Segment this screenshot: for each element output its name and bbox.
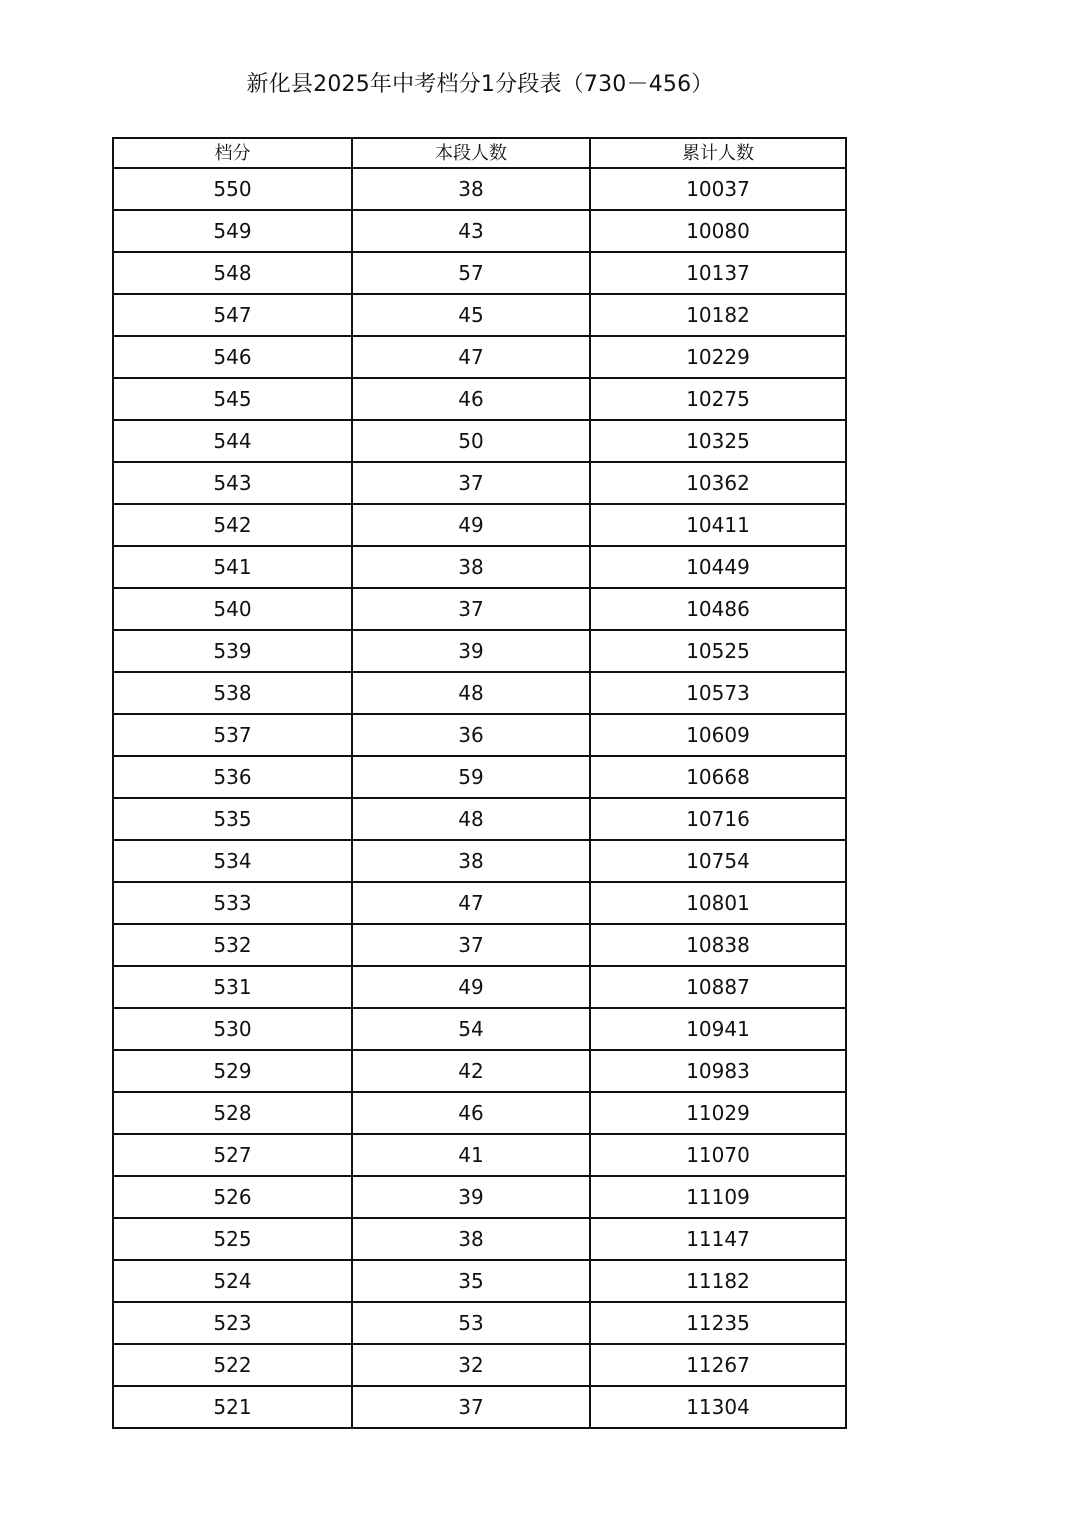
cell-score: 550 — [113, 168, 352, 210]
cell-segment-count: 57 — [352, 252, 590, 294]
cell-cumulative-count: 10941 — [590, 1008, 846, 1050]
cell-score: 542 — [113, 504, 352, 546]
cell-score: 532 — [113, 924, 352, 966]
cell-score: 537 — [113, 714, 352, 756]
cell-segment-count: 49 — [352, 966, 590, 1008]
cell-cumulative-count: 10609 — [590, 714, 846, 756]
cell-score: 534 — [113, 840, 352, 882]
cell-segment-count: 53 — [352, 1302, 590, 1344]
cell-cumulative-count: 11109 — [590, 1176, 846, 1218]
cell-segment-count: 49 — [352, 504, 590, 546]
cell-segment-count: 41 — [352, 1134, 590, 1176]
table-row — [113, 336, 846, 378]
cell-score: 539 — [113, 630, 352, 672]
cell-cumulative-count: 11304 — [590, 1386, 846, 1428]
cell-segment-count: 39 — [352, 1176, 590, 1218]
cell-segment-count: 48 — [352, 672, 590, 714]
cell-cumulative-count: 10182 — [590, 294, 846, 336]
cell-cumulative-count: 10716 — [590, 798, 846, 840]
cell-cumulative-count: 10275 — [590, 378, 846, 420]
table-row — [113, 798, 846, 840]
cell-cumulative-count: 10573 — [590, 672, 846, 714]
cell-score: 526 — [113, 1176, 352, 1218]
cell-score: 536 — [113, 756, 352, 798]
cell-score: 547 — [113, 294, 352, 336]
cell-cumulative-count: 10037 — [590, 168, 846, 210]
cell-score: 549 — [113, 210, 352, 252]
cell-score: 521 — [113, 1386, 352, 1428]
table-row — [113, 168, 846, 210]
table-row — [113, 924, 846, 966]
cell-segment-count: 54 — [352, 1008, 590, 1050]
cell-cumulative-count: 10983 — [590, 1050, 846, 1092]
cell-segment-count: 37 — [352, 1386, 590, 1428]
header-segment-count: 本段人数 — [352, 138, 590, 168]
cell-score: 531 — [113, 966, 352, 1008]
cell-score: 522 — [113, 1344, 352, 1386]
table-row — [113, 756, 846, 798]
cell-score: 523 — [113, 1302, 352, 1344]
cell-segment-count: 35 — [352, 1260, 590, 1302]
cell-cumulative-count: 11235 — [590, 1302, 846, 1344]
cell-score: 533 — [113, 882, 352, 924]
cell-segment-count: 43 — [352, 210, 590, 252]
cell-segment-count: 38 — [352, 546, 590, 588]
cell-segment-count: 37 — [352, 924, 590, 966]
cell-segment-count: 37 — [352, 462, 590, 504]
cell-score: 538 — [113, 672, 352, 714]
cell-cumulative-count: 10801 — [590, 882, 846, 924]
cell-segment-count: 38 — [352, 840, 590, 882]
cell-cumulative-count: 11029 — [590, 1092, 846, 1134]
table-row — [113, 630, 846, 672]
cell-score: 527 — [113, 1134, 352, 1176]
cell-score: 543 — [113, 462, 352, 504]
header-cumulative-count: 累计人数 — [590, 138, 846, 168]
cell-segment-count: 46 — [352, 378, 590, 420]
cell-cumulative-count: 10449 — [590, 546, 846, 588]
cell-cumulative-count: 10362 — [590, 462, 846, 504]
table-row — [113, 378, 846, 420]
page-title: 新化县2025年中考档分1分段表（730－456） — [246, 72, 714, 97]
cell-segment-count: 50 — [352, 420, 590, 462]
cell-segment-count: 45 — [352, 294, 590, 336]
cell-score: 524 — [113, 1260, 352, 1302]
cell-score: 525 — [113, 1218, 352, 1260]
table-row — [113, 1344, 846, 1386]
table-row — [113, 462, 846, 504]
table-row — [113, 672, 846, 714]
cell-segment-count: 46 — [352, 1092, 590, 1134]
table-row — [113, 546, 846, 588]
cell-score: 548 — [113, 252, 352, 294]
table-row — [113, 966, 846, 1008]
cell-cumulative-count: 10137 — [590, 252, 846, 294]
cell-segment-count: 36 — [352, 714, 590, 756]
cell-segment-count: 42 — [352, 1050, 590, 1092]
table-row — [113, 210, 846, 252]
cell-segment-count: 47 — [352, 336, 590, 378]
table-row — [113, 1302, 846, 1344]
cell-score: 544 — [113, 420, 352, 462]
cell-cumulative-count: 10229 — [590, 336, 846, 378]
table-body — [113, 168, 846, 1428]
cell-score: 535 — [113, 798, 352, 840]
table-row — [113, 1218, 846, 1260]
cell-cumulative-count: 10668 — [590, 756, 846, 798]
table-row — [113, 588, 846, 630]
cell-cumulative-count: 11070 — [590, 1134, 846, 1176]
table-row — [113, 1386, 846, 1428]
cell-cumulative-count: 10325 — [590, 420, 846, 462]
cell-cumulative-count: 10411 — [590, 504, 846, 546]
cell-cumulative-count: 10838 — [590, 924, 846, 966]
table-row — [113, 504, 846, 546]
cell-cumulative-count: 10887 — [590, 966, 846, 1008]
table-row — [113, 294, 846, 336]
cell-cumulative-count: 11182 — [590, 1260, 846, 1302]
cell-cumulative-count: 10080 — [590, 210, 846, 252]
table-row — [113, 1008, 846, 1050]
cell-segment-count: 32 — [352, 1344, 590, 1386]
cell-score: 546 — [113, 336, 352, 378]
cell-segment-count: 59 — [352, 756, 590, 798]
header-score: 档分 — [113, 138, 352, 168]
cell-segment-count: 38 — [352, 1218, 590, 1260]
table-row — [113, 420, 846, 462]
cell-score: 545 — [113, 378, 352, 420]
table-row — [113, 882, 846, 924]
cell-segment-count: 37 — [352, 588, 590, 630]
cell-segment-count: 39 — [352, 630, 590, 672]
table-row — [113, 1176, 846, 1218]
table-row — [113, 252, 846, 294]
cell-cumulative-count: 11267 — [590, 1344, 846, 1386]
table-row — [113, 714, 846, 756]
table-row — [113, 1050, 846, 1092]
cell-segment-count: 38 — [352, 168, 590, 210]
score-table — [112, 137, 847, 1429]
cell-score: 529 — [113, 1050, 352, 1092]
cell-segment-count: 48 — [352, 798, 590, 840]
cell-score: 528 — [113, 1092, 352, 1134]
table-header-row — [113, 138, 846, 168]
cell-score: 541 — [113, 546, 352, 588]
cell-cumulative-count: 10525 — [590, 630, 846, 672]
table-row — [113, 1134, 846, 1176]
cell-cumulative-count: 10486 — [590, 588, 846, 630]
cell-cumulative-count: 10754 — [590, 840, 846, 882]
table-row — [113, 1092, 846, 1134]
cell-segment-count: 47 — [352, 882, 590, 924]
table-row — [113, 840, 846, 882]
table-row — [113, 1260, 846, 1302]
cell-score: 540 — [113, 588, 352, 630]
cell-score: 530 — [113, 1008, 352, 1050]
cell-cumulative-count: 11147 — [590, 1218, 846, 1260]
